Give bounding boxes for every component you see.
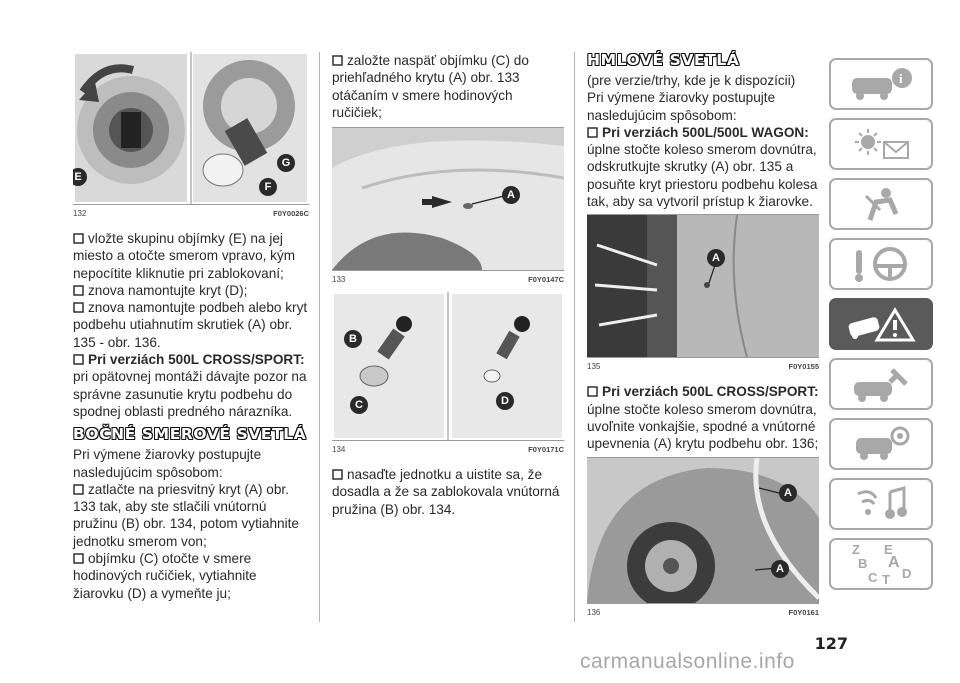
figure-number: 132 xyxy=(73,209,87,218)
callout-b: B xyxy=(344,330,362,348)
tab-emergency[interactable] xyxy=(829,298,933,350)
tab-warning-lights[interactable] xyxy=(829,118,933,170)
paragraph: Pri výmene žiarovky postupujte nasledujúcim spôsobom: xyxy=(587,90,776,123)
column-divider xyxy=(574,52,575,622)
callout-a: A xyxy=(779,484,797,502)
checkbox-bullet-icon xyxy=(587,127,598,138)
callout-d: D xyxy=(496,392,514,410)
figure-135-illustration xyxy=(587,215,819,357)
car-info-icon xyxy=(846,64,916,104)
figure-code: F0Y0147C xyxy=(528,275,564,285)
bullet-paragraph: objímku (C) otočte v smere hodinových ručičiek, vytiahnite žiarovku (D) a vymeňte ju; xyxy=(73,551,257,601)
maintenance-icon xyxy=(846,364,916,404)
paragraph: úplne stočte koleso smerom dovnútra, odskrutkujte skrutky (A) obr. 135 a posuňte kryt priestoru podbehu kolesa tak, aby sa vytvoril prístup k žiarovke. xyxy=(587,142,818,210)
figure-code: F0Y0171C xyxy=(528,445,564,455)
checkbox-bullet-icon xyxy=(73,354,84,365)
svg-text:i: i xyxy=(899,71,903,86)
checkbox-bullet-icon xyxy=(73,285,84,296)
figure-code: F0Y0161 xyxy=(788,607,819,617)
tab-starting-driving[interactable] xyxy=(829,238,933,290)
column-3 xyxy=(587,52,819,629)
figure-132 xyxy=(73,52,309,205)
page-number: 127 xyxy=(814,634,848,653)
tab-safety[interactable] xyxy=(829,178,933,230)
figure-136-illustration xyxy=(587,458,819,603)
callout-a: A xyxy=(771,560,789,578)
paragraph: (pre verzie/trhy, kde je k dispozícii) xyxy=(587,73,796,88)
figure-code: F0Y0155 xyxy=(788,362,819,372)
callout-a: A xyxy=(502,186,520,204)
safety-airbag-icon xyxy=(846,184,916,224)
subheading: Pri verziách 500L CROSS/SPORT: xyxy=(587,383,819,400)
bullet-paragraph: založte naspäť objímku (C) do priehľadného krytu (A) obr. 133 otáčaním v smere hodinových ručičiek; xyxy=(332,53,529,120)
paragraph: Pri výmene žiarovky postupujte nasledujúcim spôsobom: xyxy=(73,447,262,480)
figure-number: 134 xyxy=(332,445,346,455)
figure-133 xyxy=(332,127,564,271)
figure-134-caption xyxy=(332,445,564,454)
subheading: Pri verziách 500L CROSS/SPORT: xyxy=(73,351,309,368)
checkbox-bullet-icon xyxy=(332,469,343,480)
bullet-paragraph: vložte skupinu objímky (E) na jej miesto a otočte smerom vpravo, kým nepocítite kliknutie pri zablokovaní; xyxy=(73,231,296,281)
warning-lights-icon xyxy=(846,124,916,164)
checkbox-bullet-icon xyxy=(587,386,598,397)
section-heading: BOČNÉ SMEROVÉ SVETLÁ xyxy=(73,425,307,444)
figure-134-illustration xyxy=(332,292,564,440)
subheading: Pri verziách 500L/500L WAGON: xyxy=(587,124,819,141)
figure-133-caption xyxy=(332,275,564,284)
callout-e: E xyxy=(73,168,87,186)
figure-number: 135 xyxy=(587,362,601,372)
figure-134 xyxy=(332,292,564,441)
column-2 xyxy=(332,52,564,518)
callout-a: A xyxy=(707,249,725,267)
figure-136 xyxy=(587,457,819,604)
chapter-tabs xyxy=(829,58,933,598)
figure-133-illustration xyxy=(332,128,564,270)
figure-135-caption xyxy=(587,362,819,371)
watermark: carmanualsonline.info xyxy=(580,650,795,673)
technical-data-icon xyxy=(846,424,916,464)
bullet-paragraph: zatlačte na priesvitný kryt (A) obr. 133 tak, aby ste stlačili vnútornú pružinu (B) obr. 134, potom vytiahnite jednotku smerom von; xyxy=(73,481,299,549)
starting-driving-icon xyxy=(846,244,916,284)
tab-technical-data[interactable] xyxy=(829,418,933,470)
checkbox-bullet-icon xyxy=(73,302,84,313)
tab-index[interactable] xyxy=(829,538,933,590)
index-letters-icon: Z E B A C T D xyxy=(852,542,912,587)
emergency-icon xyxy=(843,304,919,344)
bullet-paragraph: nasaďte jednotku a uistite sa, že dosadla a že sa zablokovala vnútorná pružina (B) obr. 134. xyxy=(332,467,560,517)
callout-f: F xyxy=(259,178,277,196)
checkbox-bullet-icon xyxy=(73,553,84,564)
figure-136-caption xyxy=(587,608,819,617)
figure-number: 133 xyxy=(332,275,346,285)
tab-car-info[interactable] xyxy=(829,58,933,110)
column-1 xyxy=(73,52,309,602)
checkbox-bullet-icon xyxy=(73,233,84,244)
callout-c: C xyxy=(350,396,368,414)
paragraph: úplne stočte koleso smerom dovnútra, uvoľnite vonkajšie, spodné a vnútorné upevnenia (A) krytu podbehu obr. 136; xyxy=(587,401,819,452)
checkbox-bullet-icon xyxy=(73,484,84,495)
paragraph: pri opätovnej montáži dávajte pozor na správne zasunutie krytu podbehu do spodnej oblasti predného nárazníka. xyxy=(73,369,307,419)
tab-maintenance[interactable] xyxy=(829,358,933,410)
bullet-paragraph: znova namontujte kryt (D); xyxy=(73,282,309,299)
figure-132-caption xyxy=(73,209,309,218)
multimedia-icon xyxy=(846,484,916,524)
bullet-paragraph: znova namontujte podbeh alebo kryt podbehu utiahnutím skrutiek (A) obr. 135 - obr. 136. xyxy=(73,300,308,350)
callout-g: G xyxy=(277,154,295,172)
figure-number: 136 xyxy=(587,607,601,617)
checkbox-bullet-icon xyxy=(332,55,343,66)
figure-code: F0Y0026C xyxy=(273,209,309,218)
figure-135 xyxy=(587,214,819,358)
tab-multimedia[interactable] xyxy=(829,478,933,530)
column-divider xyxy=(319,52,320,622)
section-heading: HMLOVÉ SVETLÁ xyxy=(587,51,740,69)
